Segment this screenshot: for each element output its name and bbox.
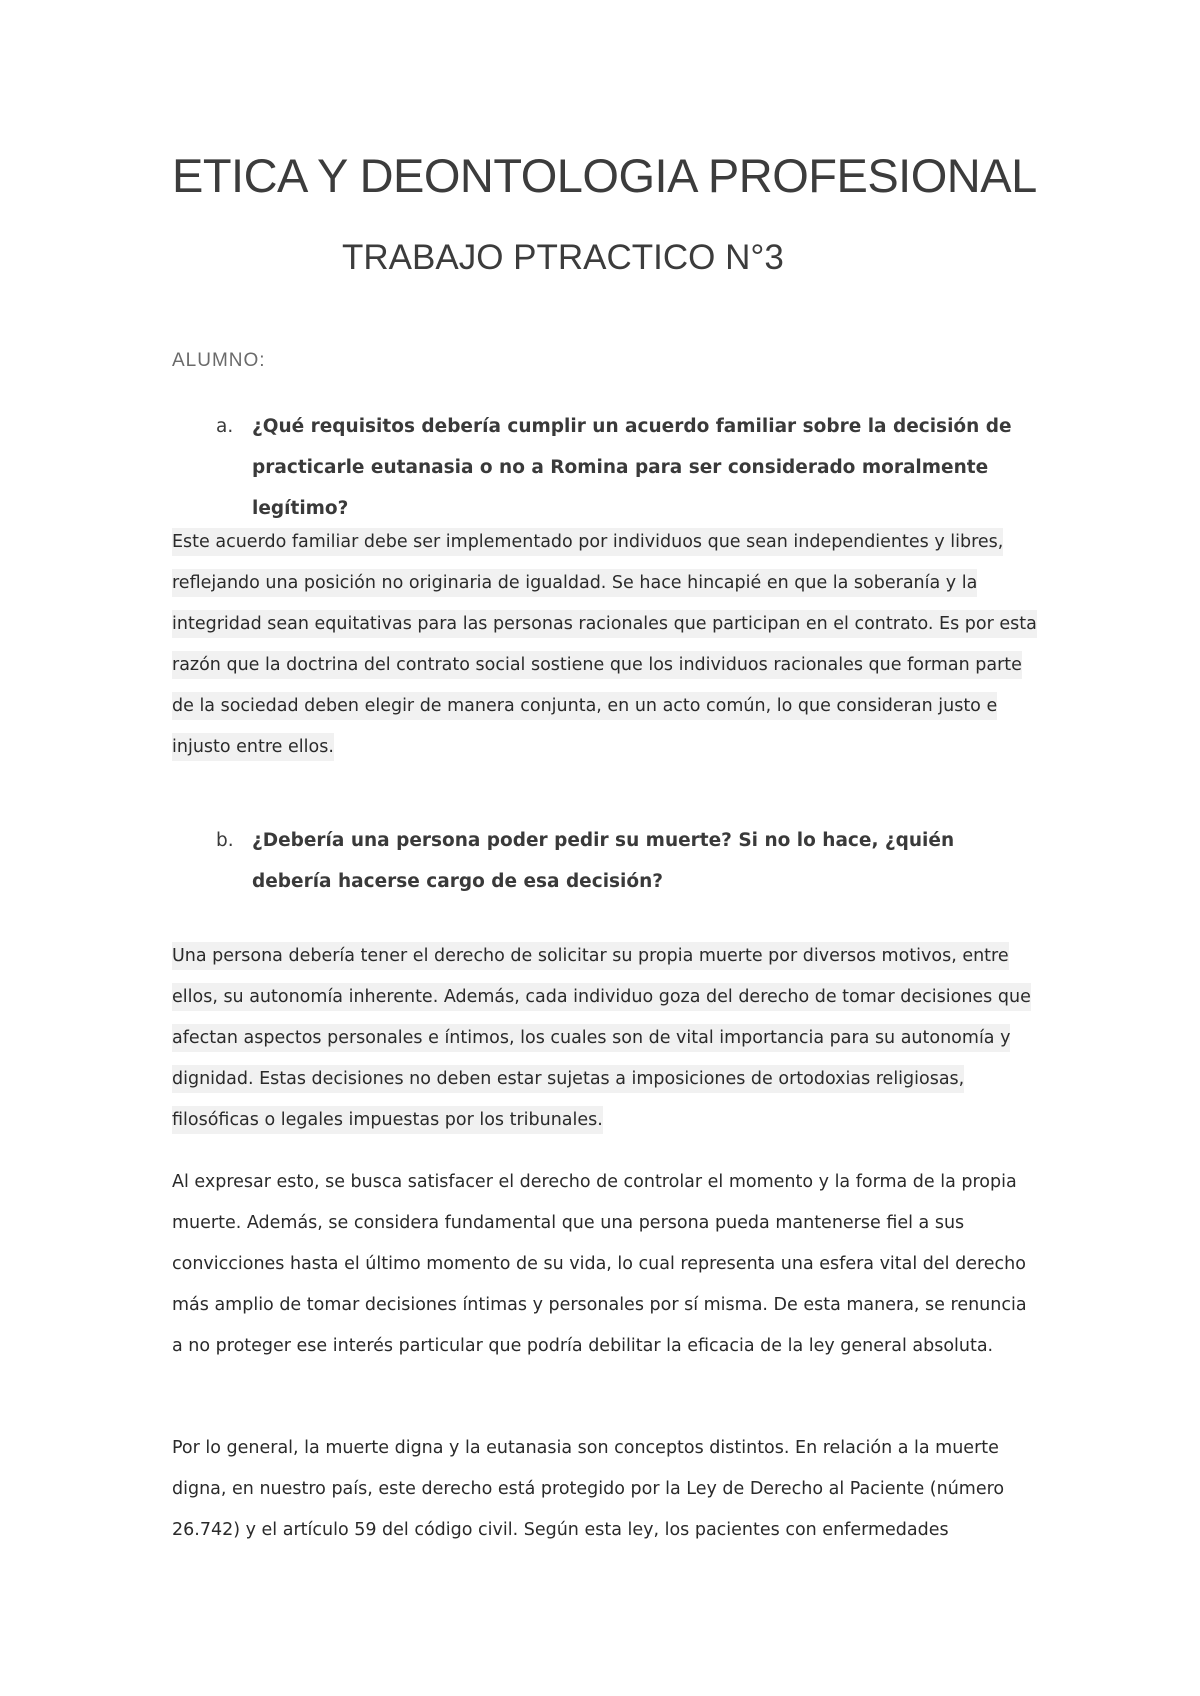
document-title: ETICA Y DEONTOLOGIA PROFESIONAL bbox=[172, 149, 1037, 202]
answer-text: Este acuerdo familiar debe ser implementado por individuos que sean independientes y libres, reflejando una posición no originaria de igualdad. Se hace hincapié en que la soberanía y la integridad sean equitativas para las personas racionales que participan en el contrato. Es por esta razón que la doctrina del contrato social sostiene que los individuos racionales que forman parte de la sociedad deben elegir de manera conjunta, en un acto común, lo que consideran justo e injusto entre ellos. bbox=[172, 528, 1037, 761]
question-a bbox=[216, 406, 1036, 529]
student-label: ALUMNO: bbox=[172, 350, 266, 371]
document-subtitle: TRABAJO PTRACTICO N°3 bbox=[342, 238, 784, 277]
question-letter: b. bbox=[216, 830, 234, 851]
question-text: ¿Debería una persona poder pedir su muerte? Si no lo hace, ¿quién debería hacerse cargo de esa decisión? bbox=[252, 830, 955, 892]
answer-paragraph bbox=[172, 522, 1042, 768]
question-b bbox=[216, 820, 1036, 902]
answer-paragraph bbox=[172, 936, 1042, 1141]
answer-paragraph bbox=[172, 1428, 1042, 1551]
answer-paragraph bbox=[172, 1162, 1042, 1367]
question-letter: a. bbox=[216, 416, 234, 437]
answer-text: Al expresar esto, se busca satisfacer el derecho de controlar el momento y la forma de la propia muerte. Además, se considera fundamental que una persona pueda mantenerse fiel a sus convicciones hasta el último momento de su vida, lo cual representa una esfera vital del derecho más amplio de tomar decisiones íntimas y personales por sí misma. De esta manera, se renuncia a no proteger ese interés particular que podría debilitar la eficacia de la ley general absoluta. bbox=[172, 1172, 1027, 1356]
answer-text: Por lo general, la muerte digna y la eutanasia son conceptos distintos. En relación a la muerte digna, en nuestro país, este derecho está protegido por la Ley de Derecho al Paciente (número 26.742) y el artículo 59 del código civil. Según esta ley, los pacientes con enfermedades bbox=[172, 1438, 1005, 1540]
question-text: ¿Qué requisitos debería cumplir un acuerdo familiar sobre la decisión de practicarle eutanasia o no a Romina para ser considerado moralmente legítimo? bbox=[252, 416, 1012, 519]
answer-text: Una persona debería tener el derecho de solicitar su propia muerte por diversos motivos, entre ellos, su autonomía inherente. Además, cada individuo goza del derecho de tomar decisiones que afectan aspectos personales e íntimos, los cuales son de vital importancia para su autonomía y dignidad. Estas decisiones no deben estar sujetas a imposiciones de ortodoxias religiosas, filosóficas o legales impuestas por los tribunales. bbox=[172, 942, 1031, 1134]
